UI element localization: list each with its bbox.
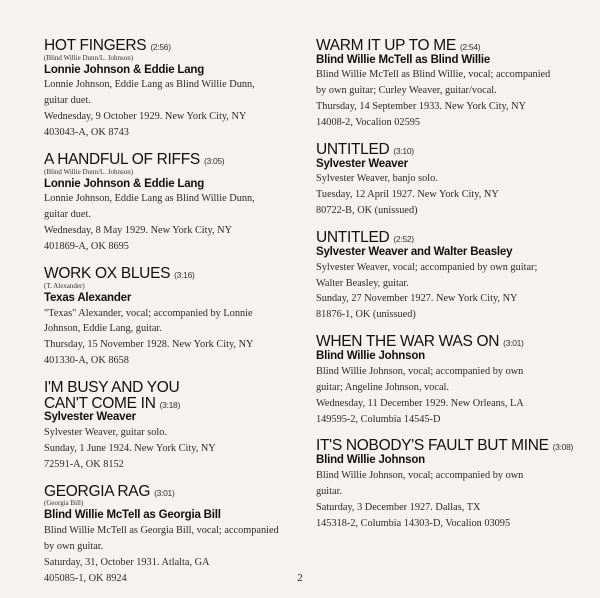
track-composer: (Blind Willie Dunn/L. Johnson) <box>44 167 134 176</box>
track-detail-line: 149595-2, Columbia 14545-D <box>316 413 441 425</box>
track-artist: Texas Alexander <box>44 291 132 304</box>
track-detail-line: 145318-2, Columbia 14303-D, Vocalion 03095 <box>316 517 511 529</box>
track-duration: (2:56) <box>150 42 171 52</box>
track-artist: Blind Willie Johnson <box>316 453 425 466</box>
track-title-line <box>44 152 304 168</box>
track-entry <box>44 380 304 473</box>
track-detail-line: Thursday, 14 September 1933. New York City, NY <box>316 101 527 113</box>
track-title-line <box>44 266 304 282</box>
track-title <box>44 380 304 411</box>
track-detail-line: 81876-1, OK (unissued) <box>316 309 416 321</box>
track-title <box>44 484 304 500</box>
track-detail-line: Saturday, 31, October 1931. Atlalta, GA <box>44 557 210 569</box>
track-detail-line: Blind Willie McTell as Blind Willie, vocal; accompanied <box>316 69 551 81</box>
track-entry <box>316 334 578 427</box>
track-detail-line: Lonnie Johnson, Eddie Lang as Blind Willie Dunn, <box>44 79 255 91</box>
track-title-line <box>44 396 304 412</box>
track-artist: Sylvester Weaver <box>316 157 408 170</box>
track-title-text: WORK OX BLUES <box>44 265 171 283</box>
track-title-text: UNTITLED <box>316 141 390 159</box>
track-detail-line: 80722-B, OK (unissued) <box>316 205 418 217</box>
track-detail-line: Blind Willie McTell as Georgia Bill, vocal; accompanied <box>44 525 279 537</box>
track-detail-line: 14008-2, Vocalion 02595 <box>316 117 421 129</box>
track-detail-line: Sunday, 1 June 1924. New York City, NY <box>44 443 216 455</box>
track-title-text: CAN'T COME IN <box>44 394 156 412</box>
track-duration: (3:01) <box>154 487 175 498</box>
track-title <box>316 142 578 158</box>
track-detail-line: Sunday, 27 November 1927. New York City, NY <box>316 293 518 305</box>
track-detail-line: Blind Willie Johnson, vocal; accompanied by own <box>316 365 524 377</box>
track-detail-line: Sylvester Weaver, banjo solo. <box>316 173 438 185</box>
track-entry <box>316 38 578 131</box>
track-title-line <box>44 38 304 54</box>
track-detail-line: 72591-A, OK 8152 <box>44 459 124 471</box>
track-detail-line: 401869-A, OK 8695 <box>44 241 129 253</box>
track-artist: Sylvester Weaver <box>44 411 136 424</box>
track-title-line <box>316 230 578 246</box>
track-title-line <box>44 484 304 500</box>
track-detail-line: Johnson, Eddie Lang, guitar. <box>44 323 162 335</box>
track-title-line: I'M BUSY AND YOU <box>44 379 180 397</box>
track-entry <box>44 266 304 369</box>
track-title-text: WARM IT UP TO ME <box>316 37 456 54</box>
track-detail-line: Saturday, 3 December 1927. Dallas, TX <box>316 501 481 513</box>
track-title <box>44 152 304 168</box>
track-entry <box>316 230 578 323</box>
track-title-text: IT'S NOBODY'S FAULT BUT MINE <box>316 437 549 455</box>
track-detail-line: 403043-A, OK 8743 <box>44 127 129 139</box>
track-detail-line: Wednesday, 9 October 1929. New York City, NY <box>44 111 247 123</box>
track-detail-line: Sylvester Weaver, vocal; accompanied by own guitar; <box>316 261 538 273</box>
track-detail-line: 401330-A, OK 8658 <box>44 355 129 367</box>
track-artist: Blind Willie McTell as Georgia Bill <box>44 509 221 522</box>
track-title-text: HOT FINGERS <box>44 37 147 54</box>
track-artist: Lonnie Johnson & Eddie Lang <box>44 177 205 190</box>
right-column <box>316 38 578 543</box>
track-detail-line: guitar; Angeline Johnson, vocal. <box>316 381 449 393</box>
track-title <box>316 230 578 246</box>
track-detail-line: by own guitar. <box>44 541 104 553</box>
track-entry <box>44 152 304 255</box>
track-detail-line: 405085-1, OK 8924 <box>44 573 127 585</box>
track-duration: (3:05) <box>203 156 225 167</box>
track-detail-line: guitar. <box>316 485 343 497</box>
track-entry <box>316 142 578 219</box>
track-title-line <box>316 142 578 158</box>
track-detail-line: guitar duet. <box>44 209 91 221</box>
track-artist: Sylvester Weaver and Walter Beasley <box>316 245 513 258</box>
track-artist: Blind Willie Johnson <box>316 349 425 362</box>
track-duration: (3:01) <box>503 338 524 349</box>
track-detail-line: Lonnie Johnson, Eddie Lang as Blind Willie Dunn, <box>44 193 255 205</box>
track-artist: Lonnie Johnson & Eddie Lang <box>44 63 205 76</box>
track-title <box>44 266 304 282</box>
track-detail-line: Tuesday, 12 April 1927. New York City, NY <box>316 189 499 201</box>
page-number: 2 <box>297 572 303 584</box>
track-composer: (Blind Willie Dunn/L. Johnson) <box>44 53 134 62</box>
track-title-text: UNTITLED <box>316 229 390 247</box>
track-composer: (Georgia Bill) <box>44 499 84 508</box>
track-duration: (3:16) <box>174 270 195 281</box>
track-duration: (2:54) <box>459 42 481 52</box>
track-artist: Blind Willie McTell as Blind Willie <box>316 53 491 66</box>
track-detail-line: by own guitar; Curley Weaver, guitar/vocal. <box>316 85 497 97</box>
track-detail-line: Blind Willie Johnson, vocal; accompanied by own <box>316 469 524 481</box>
track-detail-line: Walter Beasley, guitar. <box>316 277 409 289</box>
track-title <box>316 334 578 350</box>
track-detail-line: Thursday, 15 November 1928. New York City, NY <box>44 339 254 351</box>
track-detail-line: Wednesday, 11 December 1929. New Orleans, LA <box>316 397 524 409</box>
track-entry <box>316 438 578 531</box>
left-column <box>44 38 304 598</box>
track-duration: (3:10) <box>393 146 414 157</box>
track-title-text: A HANDFUL OF RIFFS <box>44 151 200 169</box>
track-duration: (3:08) <box>552 442 574 453</box>
track-title-text: WHEN THE WAR WAS ON <box>316 333 500 351</box>
track-title-text: GEORGIA RAG <box>44 482 151 500</box>
track-detail-line: "Texas" Alexander, vocal; accompanied by Lonnie <box>44 307 253 319</box>
track-title <box>44 38 304 54</box>
track-title-line <box>316 438 578 454</box>
track-title-line <box>316 38 578 54</box>
track-title-line <box>316 334 578 350</box>
track-title <box>316 438 578 454</box>
track-duration: (3:18) <box>159 399 180 410</box>
track-entry <box>44 38 304 141</box>
track-composer: (T. Alexander) <box>44 281 85 290</box>
track-detail-line: guitar duet. <box>44 95 91 107</box>
track-duration: (2:52) <box>393 234 414 245</box>
track-detail-line: Wednesday, 8 May 1929. New York City, NY <box>44 225 233 237</box>
track-detail-line: Sylvester Weaver, guitar solo. <box>44 427 167 439</box>
track-title <box>316 38 578 54</box>
